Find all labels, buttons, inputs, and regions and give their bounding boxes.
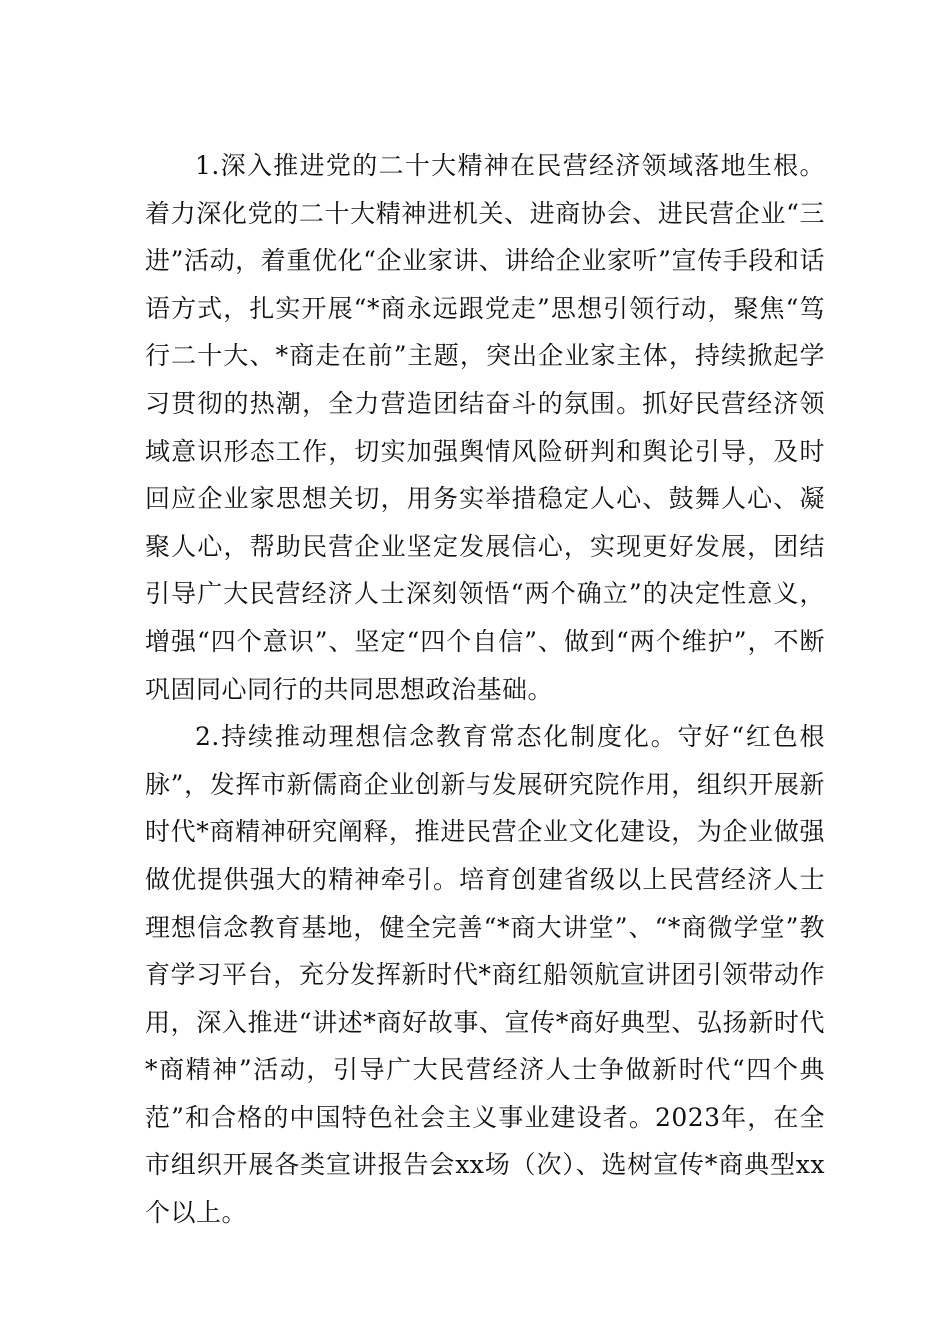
paragraph-1-text: 着力深化党的二十大精神进机关、进商协会、进民营企业“三进”活动，着重优化“企业家讲、讲给企业家听”宣传手段和话语方式，扎实开展“*商永远跟党走”思想引领行动，聚焦“笃行二十大、*商走在前”主题，突出企业家主体，持续掀起学习贯彻的热潮，全力营造团结奋斗的氛围。抓好民营经济领域意识形态工作，切实加强舆情风险研判和舆论引导，及时回应企业家思想关切，用务实举措稳定人心、鼓舞人心、凝聚人心，帮助民营企业坚定发展信心，实现更好发展，团结引导广大民营经济人士深刻领悟“两个确立”的决定性意义，增强“四个意识”、坚定“四个自信”、做到“两个维护”，不断巩固同心同行的共同思想政治基础。 [145,198,825,704]
paragraph-2 [145,713,825,1237]
paragraph-2-text: 守好“红色根脉”，发挥市新儒商企业创新与发展研究院作用，组织开展新时代*商精神研究阐释，推进民营企业文化建设，为企业做强做优提供强大的精神牵引。培育创建省级以上民营经济人士理想信念教育基地，健全完善“*商大讲堂”、“*商微学堂”教育学习平台，充分发挥新时代*商红船领航宣讲团引领带动作用，深入推进“讲述*商好故事、宣传*商好典型、弘扬新时代*商精神”活动，引导广大民营经济人士争做新时代“四个典范”和合格的中国特色社会主义事业建设者。2023年，在全市组织开展各类宣讲报告会xx场（次）、选树宣传*商典型xx个以上。 [145,722,826,1228]
paragraph-2-heading: 2.持续推动理想信念教育常态化制度化。 [195,722,678,752]
paragraph-1 [145,142,825,713]
paragraph-1-heading: 1.深入推进党的二十大精神在民营经济领域落地生根。 [195,151,825,180]
document-body [145,142,825,1237]
